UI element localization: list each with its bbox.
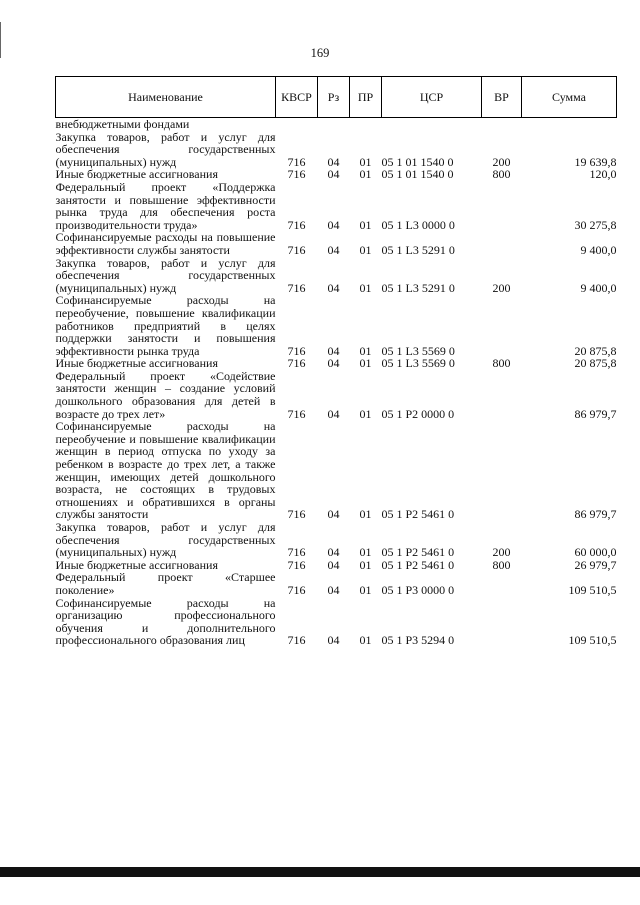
table-row	[56, 521, 617, 559]
cell-kvsr: 716	[287, 406, 306, 421]
cell-vr: 800	[492, 356, 511, 371]
table-row	[56, 181, 617, 231]
cell-vr	[482, 294, 522, 357]
cell-rz: 04	[327, 280, 340, 295]
table-row	[56, 131, 617, 169]
header-name: Наименование	[56, 77, 276, 118]
cell-kvsr: 716	[287, 343, 306, 358]
cell-name: Федеральный проект «Старшее поколение»	[55, 570, 276, 597]
cell-pr: 01	[359, 356, 372, 371]
table-row	[56, 571, 617, 596]
cell-kvsr	[276, 118, 318, 131]
cell-csr: 05 1 P2 5461 0	[381, 557, 455, 572]
cell-kvsr: 716	[287, 557, 306, 572]
cell-csr: 05 1 L3 0000 0	[381, 217, 455, 232]
table-body	[56, 118, 617, 647]
cell-sum: 20 875,8	[574, 356, 617, 371]
table-row	[56, 370, 617, 420]
scan-bottom-border	[0, 867, 640, 877]
header-csr: ЦСР	[382, 77, 482, 118]
header-sum: Сумма	[522, 77, 617, 118]
cell-pr: 01	[359, 557, 372, 572]
table-row	[56, 118, 617, 131]
cell-rz: 04	[327, 406, 340, 421]
cell-rz: 04	[327, 507, 340, 522]
cell-pr: 01	[359, 633, 372, 648]
cell-csr: 05 1 P2 5461 0	[381, 507, 455, 522]
cell-rz: 04	[327, 154, 340, 169]
cell-name: Закупка товаров, работ и услуг для обеспечения государственных (муниципальных) нужд	[55, 129, 276, 169]
cell-name: Софинансируемые расходы на повышение эффективности службы занятости	[55, 230, 276, 257]
cell-rz: 04	[327, 545, 340, 560]
cell-rz: 04	[327, 633, 340, 648]
cell-rz: 04	[327, 217, 340, 232]
cell-csr: 05 1 01 1540 0	[381, 154, 454, 169]
cell-csr: 05 1 L3 5569 0	[381, 343, 455, 358]
cell-csr: 05 1 L3 5569 0	[381, 356, 455, 371]
cell-vr: 800	[492, 167, 511, 182]
cell-kvsr: 716	[287, 280, 306, 295]
cell-kvsr: 716	[287, 582, 306, 597]
cell-vr	[482, 181, 522, 231]
cell-sum	[522, 118, 617, 131]
cell-pr: 01	[359, 217, 372, 232]
table-header-row	[56, 77, 617, 118]
cell-vr	[482, 370, 522, 420]
cell-rz: 04	[327, 167, 340, 182]
cell-vr	[482, 420, 522, 521]
cell-rz: 04	[327, 242, 340, 257]
budget-table	[55, 76, 617, 647]
table-row	[56, 257, 617, 295]
cell-pr: 01	[359, 242, 372, 257]
cell-rz: 04	[327, 356, 340, 371]
cell-sum: 19 639,8	[574, 154, 617, 169]
cell-sum: 26 979,7	[574, 557, 617, 572]
table-row	[56, 231, 617, 256]
cell-name: Иные бюджетные ассигнования	[55, 356, 218, 371]
cell-kvsr: 716	[287, 167, 306, 182]
cell-name: Федеральный проект «Поддержка занятости и повышение эффективности рынка труда для обеспечения роста производительности труда»	[55, 179, 276, 232]
cell-rz: 04	[327, 557, 340, 572]
cell-vr	[482, 597, 522, 647]
header-rz: Рз	[318, 77, 350, 118]
cell-kvsr: 716	[287, 633, 306, 648]
cell-pr: 01	[359, 406, 372, 421]
cell-pr: 01	[359, 582, 372, 597]
cell-pr	[350, 118, 382, 131]
header-pr: ПР	[350, 77, 382, 118]
cell-name: внебюджетными фондами	[55, 117, 190, 131]
cell-kvsr: 716	[287, 356, 306, 371]
cell-name: Иные бюджетные ассигнования	[55, 167, 218, 182]
cell-kvsr: 716	[287, 507, 306, 522]
cell-name: Иные бюджетные ассигнования	[55, 557, 218, 572]
cell-sum: 9 400,0	[580, 242, 617, 257]
cell-csr: 05 1 P3 5294 0	[381, 633, 455, 648]
cell-pr: 01	[359, 545, 372, 560]
cell-name: Закупка товаров, работ и услуг для обеспечения государственных (муниципальных) нужд	[55, 255, 276, 295]
cell-vr	[482, 571, 522, 596]
cell-name: Федеральный проект «Содействие занятости женщин – создание условий дошкольного образования для детей в возрасте до трех лет»	[55, 368, 276, 421]
cell-csr: 05 1 L3 5291 0	[381, 280, 455, 295]
cell-pr: 01	[359, 167, 372, 182]
cell-vr: 200	[492, 545, 511, 560]
cell-pr: 01	[359, 280, 372, 295]
cell-vr: 800	[492, 557, 511, 572]
header-kvsr: КВСР	[276, 77, 318, 118]
cell-kvsr: 716	[287, 242, 306, 257]
cell-sum: 109 510,5	[568, 582, 617, 597]
cell-csr	[382, 118, 482, 131]
table-row	[56, 597, 617, 647]
cell-sum: 109 510,5	[568, 633, 617, 648]
cell-name: Софинансируемые расходы на организацию профессионального обучения и дополнительного профессионального образования лиц	[55, 595, 276, 648]
cell-pr: 01	[359, 507, 372, 522]
cell-csr: 05 1 P2 5461 0	[381, 545, 455, 560]
cell-csr: 05 1 P3 0000 0	[381, 582, 455, 597]
cell-csr: 05 1 P2 0000 0	[381, 406, 455, 421]
cell-vr	[482, 231, 522, 256]
cell-sum: 60 000,0	[574, 545, 617, 560]
cell-sum: 9 400,0	[580, 280, 617, 295]
cell-rz: 04	[327, 343, 340, 358]
cell-kvsr: 716	[287, 545, 306, 560]
cell-kvsr: 716	[287, 217, 306, 232]
header-vr: ВР	[482, 77, 522, 118]
cell-csr: 05 1 L3 5291 0	[381, 242, 455, 257]
cell-sum: 86 979,7	[574, 507, 617, 522]
cell-csr: 05 1 01 1540 0	[381, 167, 454, 182]
cell-sum: 30 275,8	[574, 217, 617, 232]
cell-name: Софинансируемые расходы на переобучение, повышение квалификации работников предприятий в целях поддержки занятости и повышения эффективности рынка труда	[55, 293, 276, 358]
table-row	[56, 294, 617, 357]
cell-vr: 200	[492, 280, 511, 295]
cell-rz	[318, 118, 350, 131]
table-row	[56, 357, 617, 370]
cell-name: Закупка товаров, работ и услуг для обеспечения государственных (муниципальных) нужд	[55, 520, 276, 560]
cell-rz: 04	[327, 582, 340, 597]
cell-pr: 01	[359, 154, 372, 169]
cell-pr: 01	[359, 343, 372, 358]
cell-sum: 20 875,8	[574, 343, 617, 358]
cell-vr	[482, 118, 522, 131]
table-row	[56, 420, 617, 521]
cell-sum: 86 979,7	[574, 406, 617, 421]
page-number: 169	[310, 46, 330, 60]
cell-vr: 200	[492, 154, 511, 169]
cell-sum: 120,0	[589, 167, 617, 182]
cell-kvsr: 716	[287, 154, 306, 169]
cell-name: Софинансируемые расходы на переобучение и повышение квалификации женщин в период отпуска по уходу за ребенком в возрасте до трех лет, а также женщин, имеющих детей дошкольного возраста, не состоящих в трудовых отношениях и обратившихся в органы службы занятости	[55, 419, 276, 522]
